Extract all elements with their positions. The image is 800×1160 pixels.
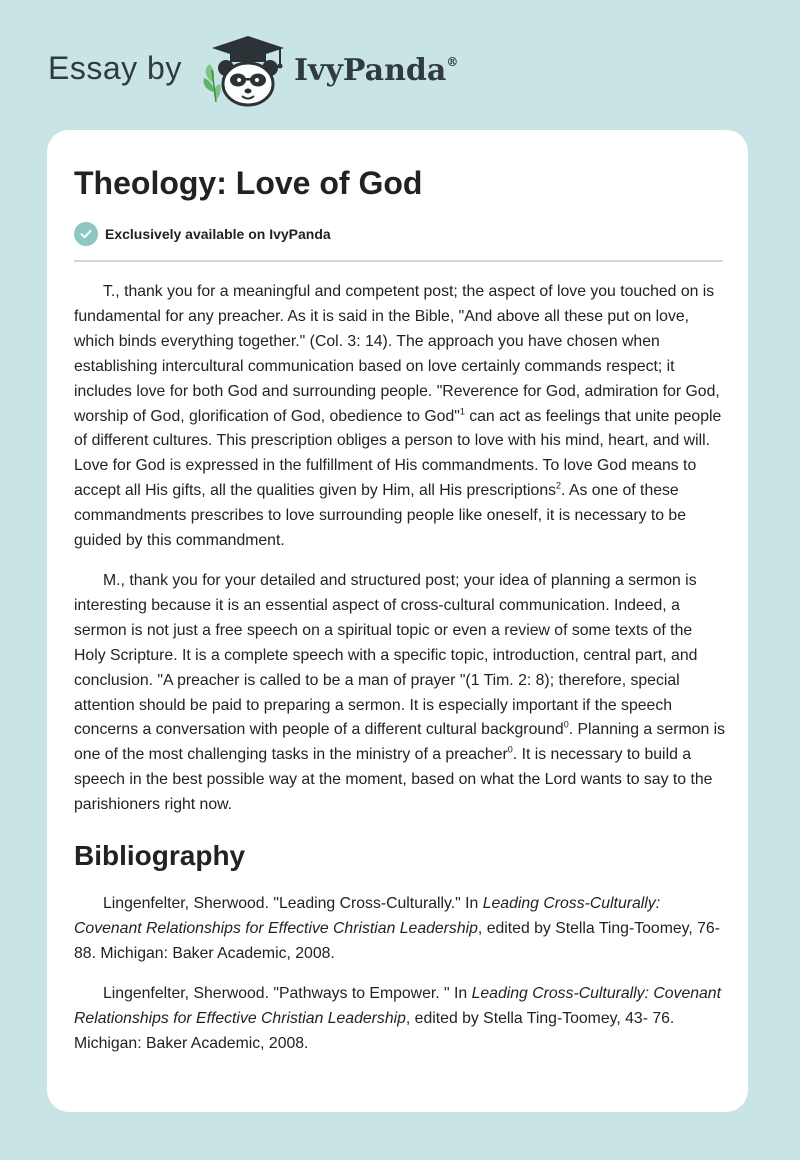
exclusive-badge — [74, 222, 331, 246]
essay-card — [47, 130, 748, 1112]
brand-name[interactable]: IvyPanda® — [294, 53, 459, 88]
essay-paragraph: M., thank you for your detailed and structured post; your idea of planning a sermon is interesting because it is an essential aspect of cross-cultural communication. Indeed, a sermon is not just a free speech on a spiritual topic or even a review of some texts of the Holy Scripture. It is a complete speech with a specific topic, introduction, central part, and conclusion. "A preacher is called to be a man of prayer "(1 Tim. 2: 8); therefore, special attention should be paid to preparing a sermon. It is especially important if the speech concerns a conversation with people of a different cultural background$^0$. Planning a sermon is one of the most challenging tasks in the ministry of a preacher$^0$. It is necessary to build a speech in the best possible way at the moment, based on what the Lord wants to say to the parishioners right now. — [74, 571, 726, 814]
bibliography-heading: Bibliography — [74, 840, 246, 872]
brand-prefix: Essay by — [48, 50, 182, 86]
bibliography-entry: Lingenfelter, Sherwood. "Pathways to Empower. " In Leading Cross-Culturally: Covenant Relationships for Effective Christian Leadership, edited by Stella Ting-Toomey, 43- 76. Michigan: Baker Academic, 2008. — [74, 984, 721, 1052]
panda-logo-icon[interactable] — [200, 30, 296, 110]
essay-body — [74, 280, 726, 1071]
footnote-ref: 2 — [556, 480, 562, 491]
essay-title: Theology: Love of God — [74, 165, 423, 201]
site-header — [0, 0, 800, 120]
title-divider — [74, 260, 723, 262]
bibliography-entry: Lingenfelter, Sherwood. "Leading Cross-Culturally." In Leading Cross-Culturally: Covenant Relationships for Effective Christian Leadership, edited by Stella Ting-Toomey, 76- 88. Michigan: Baker Academic, 2008. — [74, 895, 720, 962]
footnote-ref: 1 — [459, 406, 465, 417]
footnote-ref: 0 — [507, 745, 513, 756]
check-circle-icon — [74, 222, 98, 246]
trademark-mark: ® — [446, 55, 459, 69]
footnote-ref: 0 — [563, 720, 569, 731]
badge-label: Exclusively available on IvyPanda — [105, 226, 331, 242]
essay-paragraph: T., thank you for a meaningful and competent post; the aspect of love you touched on is fundamental for any preacher. As it is said in the Bible, "And above all these put on love, which binds everything together." (Col. 3: 14). The approach you have chosen when establishing intercultural communication based on love certainly commands respect; it includes love for both God and surrounding people. "Reverence for God, admiration for God, worship of God, glorification of God, obedience to God"$^1$ can act as feelings that unite people of different cultures. This prescription obliges a person to love with his mind, heart, and will. Love for God is expressed in the fulfillment of His commandments. To love God means to accept all His gifts, all the qualities given by Him, all His prescriptions$^2$. As one of these commandments prescribes to love surrounding people like oneself, it is necessary to be guided by this commandment. — [74, 283, 722, 550]
